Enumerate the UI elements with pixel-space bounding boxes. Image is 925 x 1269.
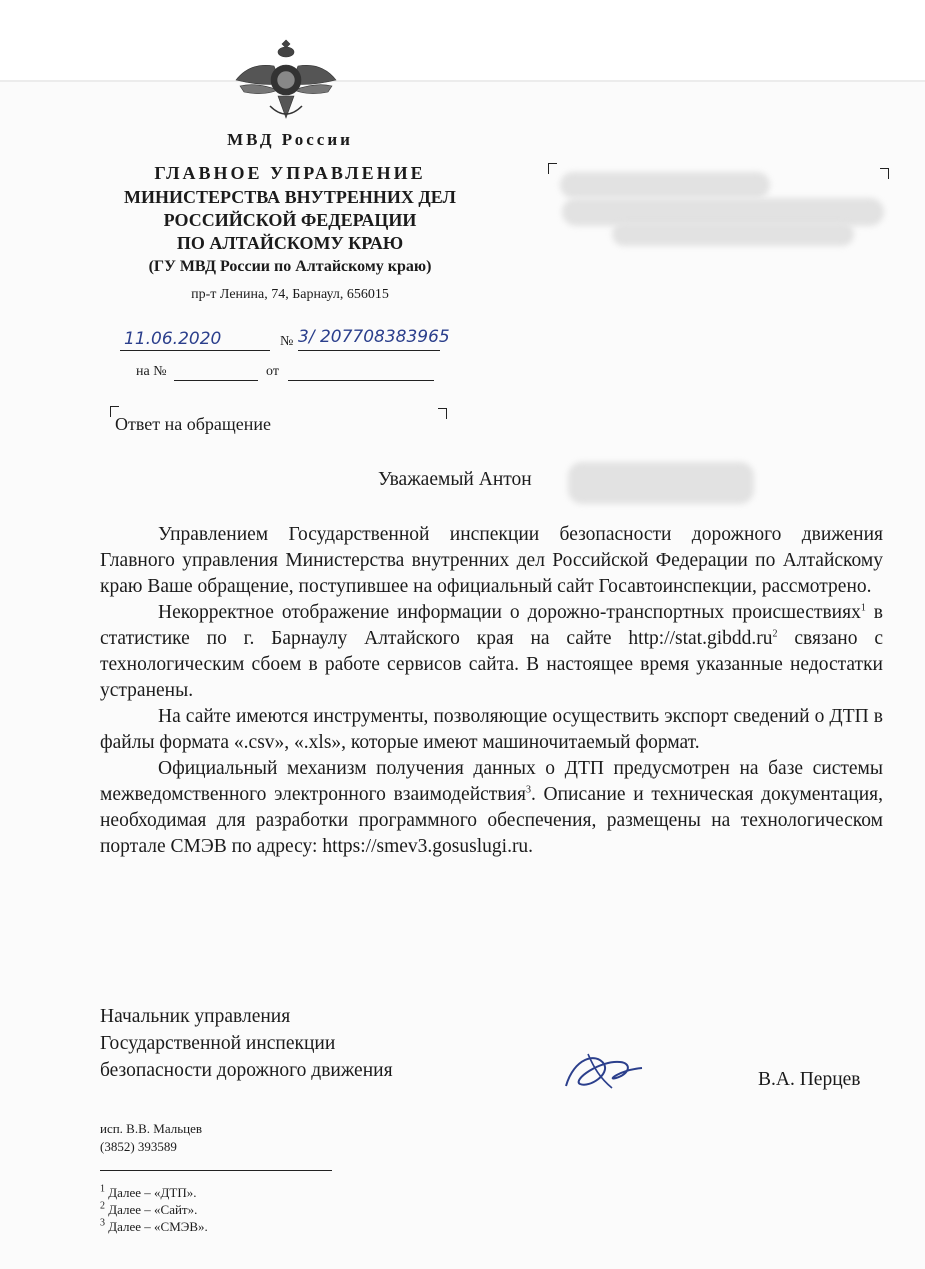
footnote-mark-2: 2 bbox=[772, 628, 778, 640]
paragraph-2 bbox=[100, 600, 883, 704]
handwritten-signature-icon bbox=[560, 1048, 648, 1094]
paragraph-1: Управлением Государственной инспекции безопасности дорожного движения Главного управления Министерства внутренних дел Российской Федерации по Алтайскому краю Ваше обращение, поступившее на официальный сайт Госавтоинспекции, рассмотрено. bbox=[100, 524, 883, 597]
signatory-title-line-1: Начальник управления bbox=[100, 1006, 291, 1027]
address-corner-top-left bbox=[548, 163, 557, 174]
footnote-3-mark: 3 bbox=[100, 1217, 105, 1229]
ref-number-line bbox=[174, 380, 258, 381]
footnote-1-mark: 1 bbox=[100, 1183, 105, 1195]
signatory-title-line-3: безопасности дорожного движения bbox=[100, 1060, 393, 1081]
ministry-short-name: МВД России bbox=[227, 130, 353, 149]
footnote-3-text: Далее – «СМЭВ». bbox=[108, 1219, 208, 1234]
footnote-mark-1: 1 bbox=[860, 602, 866, 614]
redacted-recipient-line-1 bbox=[560, 172, 770, 198]
dept-line-1: ГЛАВНОЕ УПРАВЛЕНИЕ bbox=[154, 163, 426, 183]
date-underline bbox=[120, 350, 270, 351]
paragraph-2-part-b: в статистике по г. Барнаулу Алтайского края на сайте http://stat.gibdd.ru bbox=[100, 602, 883, 649]
footnote-3 bbox=[100, 1218, 208, 1235]
footnote-1 bbox=[100, 1184, 196, 1201]
paragraph-3: На сайте имеются инструменты, позволяющие осуществить экспорт сведений о ДТП в файлы формата «.csv», «.xls», которые имеют машиночитаемый формат. bbox=[100, 706, 883, 753]
redacted-name bbox=[568, 462, 754, 504]
address-corner-top-right bbox=[880, 168, 889, 179]
number-underline bbox=[298, 350, 440, 351]
paragraph-4-part-b: . Описание и техническая документация, необходимая для разработки программного обеспечения, размещены на технологическом портале СМЭВ по адресу: https://smev3.gosuslugi.ru. bbox=[100, 784, 883, 857]
footnote-1-text: Далее – «ДТП». bbox=[108, 1185, 197, 1200]
handwritten-date: 11.06.2020 bbox=[124, 329, 222, 349]
paragraph-4 bbox=[100, 756, 883, 860]
subject-line: Ответ на обращение bbox=[115, 414, 271, 434]
dept-line-3: РОССИЙСКОЙ ФЕДЕРАЦИИ bbox=[163, 210, 417, 230]
redacted-recipient-line-3 bbox=[612, 222, 854, 246]
top-margin-band bbox=[0, 0, 925, 82]
from-label: от bbox=[266, 364, 279, 379]
ref-number-label: на № bbox=[136, 364, 167, 379]
signatory-name: В.А. Перцев bbox=[758, 1069, 861, 1090]
paragraph-2-part-c: связано с технологическим сбоем в работе сервисов сайта. В настоящее время указанные недостатки устранены. bbox=[100, 628, 883, 701]
dept-line-2: МИНИСТЕРСТВА ВНУТРЕННИХ ДЕЛ bbox=[124, 187, 456, 207]
salutation: Уважаемый Антон bbox=[378, 469, 532, 490]
paragraph-2-part-a: Некорректное отображение информации о дорожно-транспортных происшествиях bbox=[158, 602, 861, 623]
subject-corner-right bbox=[438, 408, 447, 419]
dept-address: пр-т Ленина, 74, Барнаул, 656015 bbox=[191, 287, 389, 302]
letter-body bbox=[100, 522, 883, 860]
from-line bbox=[288, 380, 434, 381]
number-label: № bbox=[280, 334, 294, 349]
footnote-separator bbox=[100, 1170, 332, 1171]
executor-name: исп. В.В. Мальцев bbox=[100, 1121, 203, 1136]
paragraph-4-part-a: Официальный механизм получения данных о ДТП предусмотрен на базе системы межведомственного электронного взаимодействия bbox=[100, 758, 883, 805]
signatory-title-line-2: Государственной инспекции bbox=[100, 1033, 336, 1054]
footnote-2 bbox=[100, 1201, 197, 1218]
executor-phone: (3852) 393589 bbox=[100, 1139, 177, 1154]
footnote-mark-3: 3 bbox=[525, 784, 531, 796]
dept-abbreviation: (ГУ МВД России по Алтайскому краю) bbox=[148, 258, 432, 275]
footnote-2-mark: 2 bbox=[100, 1200, 105, 1212]
handwritten-number: 3/ 207708383965 bbox=[298, 327, 450, 347]
mvd-eagle-emblem-icon bbox=[230, 36, 342, 124]
dept-line-4: ПО АЛТАЙСКОМУ КРАЮ bbox=[176, 233, 404, 253]
footnote-2-text: Далее – «Сайт». bbox=[108, 1202, 198, 1217]
